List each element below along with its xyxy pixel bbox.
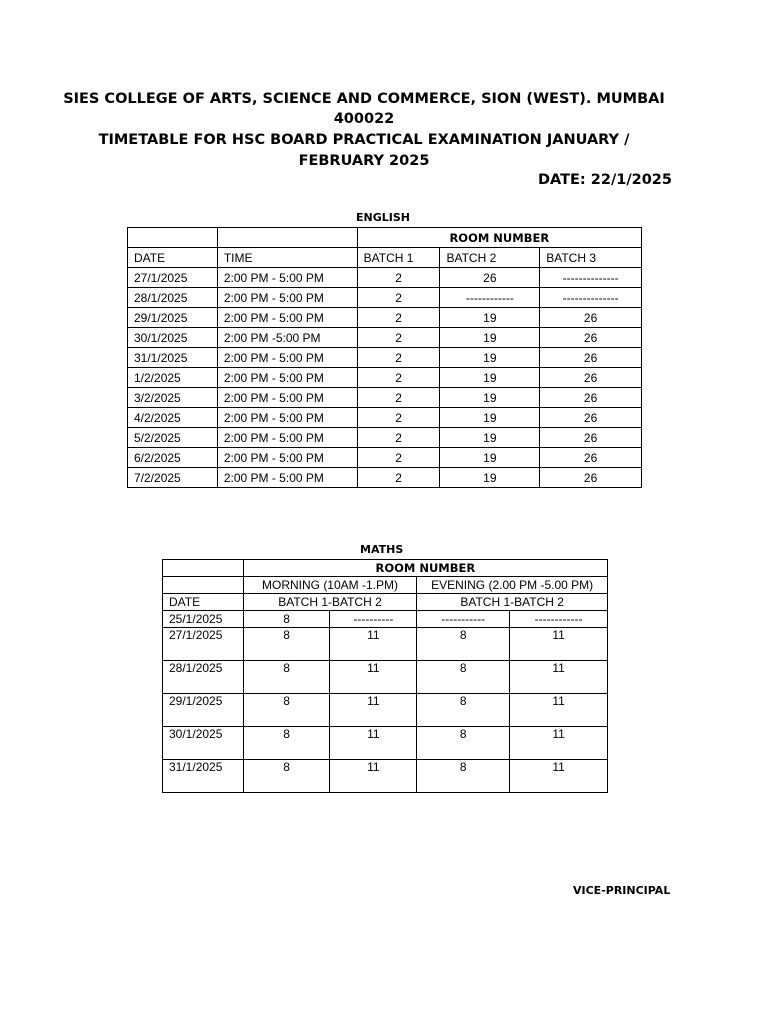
morning-session: MORNING (10AM -1.PM): [243, 577, 417, 594]
maths-room-header-row: [163, 560, 608, 577]
col-batch-2: BATCH 2: [440, 248, 540, 268]
date-cell: 30/1/2025: [163, 727, 244, 760]
batch-3-cell: 26: [540, 408, 642, 428]
col-time: TIME: [217, 248, 357, 268]
batch-2-cell: 19: [440, 388, 540, 408]
col-batch-3: BATCH 3: [540, 248, 642, 268]
batch-2-cell: 19: [440, 328, 540, 348]
batch-1-cell: 2: [357, 328, 440, 348]
batch-2-cell: 19: [440, 308, 540, 328]
batch-2-cell: 19: [440, 408, 540, 428]
date-cell: 3/2/2025: [128, 388, 218, 408]
english-room-number-header: ROOM NUMBER: [357, 228, 641, 248]
batch-1-cell: 2: [357, 428, 440, 448]
batch-3-cell: 26: [540, 448, 642, 468]
english-row: [128, 428, 642, 448]
evening-batch-2-cell: 11: [510, 727, 608, 760]
batch-3-cell: 26: [540, 428, 642, 448]
batch-3-cell: --------------: [540, 288, 642, 308]
english-row: [128, 268, 642, 288]
evening-batch-2-cell: 11: [510, 760, 608, 793]
evening-batch-1-cell: 8: [417, 694, 510, 727]
maths-caption: MATHS: [360, 543, 404, 556]
morning-batch-1-cell: 8: [243, 760, 330, 793]
time-cell: 2:00 PM - 5:00 PM: [217, 268, 357, 288]
date-cell: 31/1/2025: [163, 760, 244, 793]
time-cell: 2:00 PM - 5:00 PM: [217, 468, 357, 488]
date-cell: 27/1/2025: [128, 268, 218, 288]
morning-batches: BATCH 1-BATCH 2: [243, 594, 417, 611]
batch-1-cell: 2: [357, 368, 440, 388]
evening-batch-1-cell: -----------: [417, 611, 510, 628]
batch-3-cell: 26: [540, 388, 642, 408]
morning-batch-1-cell: 8: [243, 611, 330, 628]
maths-row: [163, 694, 608, 727]
maths-batch-row: [163, 594, 608, 611]
college-pincode: 400022: [333, 111, 395, 127]
date-cell: 30/1/2025: [128, 328, 218, 348]
date-cell: 7/2/2025: [128, 468, 218, 488]
english-room-header-row: [128, 228, 642, 248]
batch-2-cell: 19: [440, 428, 540, 448]
batch-3-cell: 26: [540, 468, 642, 488]
maths-session-row: [163, 577, 608, 594]
date-cell: 5/2/2025: [128, 428, 218, 448]
batch-3-cell: 26: [540, 328, 642, 348]
maths-row: [163, 661, 608, 694]
batch-3-cell: 26: [540, 348, 642, 368]
morning-batch-2-cell: 11: [330, 694, 417, 727]
batch-1-cell: 2: [357, 308, 440, 328]
batch-3-cell: --------------: [540, 268, 642, 288]
maths-row: [163, 611, 608, 628]
batch-1-cell: 2: [357, 388, 440, 408]
time-cell: 2:00 PM - 5:00 PM: [217, 368, 357, 388]
timetable-title-cont: FEBRUARY 2025: [298, 153, 430, 169]
evening-batch-1-cell: 8: [417, 727, 510, 760]
vice-principal-signature-label: VICE-PRINCIPAL: [573, 884, 671, 897]
evening-batches: BATCH 1-BATCH 2: [417, 594, 608, 611]
morning-batch-2-cell: 11: [330, 661, 417, 694]
batch-1-cell: 2: [357, 288, 440, 308]
date-cell: 31/1/2025: [128, 348, 218, 368]
batch-2-cell: 19: [440, 348, 540, 368]
batch-3-cell: 26: [540, 308, 642, 328]
english-row: [128, 388, 642, 408]
empty-cell: [128, 228, 218, 248]
batch-2-cell: 19: [440, 368, 540, 388]
evening-batch-2-cell: 11: [510, 661, 608, 694]
evening-batch-1-cell: 8: [417, 661, 510, 694]
date-cell: 4/2/2025: [128, 408, 218, 428]
time-cell: 2:00 PM - 5:00 PM: [217, 428, 357, 448]
morning-batch-2-cell: 11: [330, 628, 417, 661]
english-row: [128, 468, 642, 488]
date-cell: 28/1/2025: [163, 661, 244, 694]
morning-batch-2-cell: 11: [330, 727, 417, 760]
batch-3-cell: 26: [540, 368, 642, 388]
evening-batch-1-cell: 8: [417, 628, 510, 661]
timetable-title: TIMETABLE FOR HSC BOARD PRACTICAL EXAMINATION JANUARY /: [98, 132, 630, 148]
english-timetable: [127, 227, 642, 488]
col-date: DATE: [163, 594, 244, 611]
morning-batch-1-cell: 8: [243, 661, 330, 694]
date-cell: 29/1/2025: [128, 308, 218, 328]
issue-date: DATE: 22/1/2025: [538, 172, 672, 188]
english-row: [128, 368, 642, 388]
english-row: [128, 288, 642, 308]
english-column-header-row: [128, 248, 642, 268]
empty-cell: [163, 560, 244, 577]
batch-1-cell: 2: [357, 268, 440, 288]
date-cell: 27/1/2025: [163, 628, 244, 661]
time-cell: 2:00 PM - 5:00 PM: [217, 388, 357, 408]
col-batch-1: BATCH 1: [357, 248, 440, 268]
col-date: DATE: [128, 248, 218, 268]
date-cell: 1/2/2025: [128, 368, 218, 388]
date-cell: 28/1/2025: [128, 288, 218, 308]
morning-batch-2-cell: ----------: [330, 611, 417, 628]
time-cell: 2:00 PM - 5:00 PM: [217, 408, 357, 428]
evening-batch-1-cell: 8: [417, 760, 510, 793]
english-row: [128, 448, 642, 468]
evening-batch-2-cell: 11: [510, 628, 608, 661]
time-cell: 2:00 PM - 5:00 PM: [217, 288, 357, 308]
english-row: [128, 348, 642, 368]
date-cell: 6/2/2025: [128, 448, 218, 468]
batch-1-cell: 2: [357, 408, 440, 428]
maths-row: [163, 727, 608, 760]
morning-batch-1-cell: 8: [243, 628, 330, 661]
maths-row: [163, 760, 608, 793]
empty-cell: [163, 577, 244, 594]
batch-2-cell: ------------: [440, 288, 540, 308]
college-name: SIES COLLEGE OF ARTS, SCIENCE AND COMMERCE, SION (WEST). MUMBAI: [63, 91, 665, 107]
evening-batch-2-cell: 11: [510, 694, 608, 727]
time-cell: 2:00 PM - 5:00 PM: [217, 308, 357, 328]
batch-2-cell: 26: [440, 268, 540, 288]
morning-batch-1-cell: 8: [243, 694, 330, 727]
maths-row: [163, 628, 608, 661]
batch-1-cell: 2: [357, 468, 440, 488]
date-cell: 25/1/2025: [163, 611, 244, 628]
evening-session: EVENING (2.00 PM -5.00 PM): [417, 577, 608, 594]
batch-1-cell: 2: [357, 348, 440, 368]
english-row: [128, 328, 642, 348]
date-cell: 29/1/2025: [163, 694, 244, 727]
english-row: [128, 408, 642, 428]
batch-1-cell: 2: [357, 448, 440, 468]
maths-timetable: [162, 559, 608, 793]
morning-batch-2-cell: 11: [330, 760, 417, 793]
batch-2-cell: 19: [440, 468, 540, 488]
morning-batch-1-cell: 8: [243, 727, 330, 760]
time-cell: 2:00 PM -5:00 PM: [217, 328, 357, 348]
evening-batch-2-cell: ------------: [510, 611, 608, 628]
english-caption: ENGLISH: [356, 211, 410, 224]
time-cell: 2:00 PM - 5:00 PM: [217, 448, 357, 468]
maths-room-number-header: ROOM NUMBER: [243, 560, 607, 577]
english-row: [128, 308, 642, 328]
time-cell: 2:00 PM - 5:00 PM: [217, 348, 357, 368]
empty-cell: [217, 228, 357, 248]
batch-2-cell: 19: [440, 448, 540, 468]
